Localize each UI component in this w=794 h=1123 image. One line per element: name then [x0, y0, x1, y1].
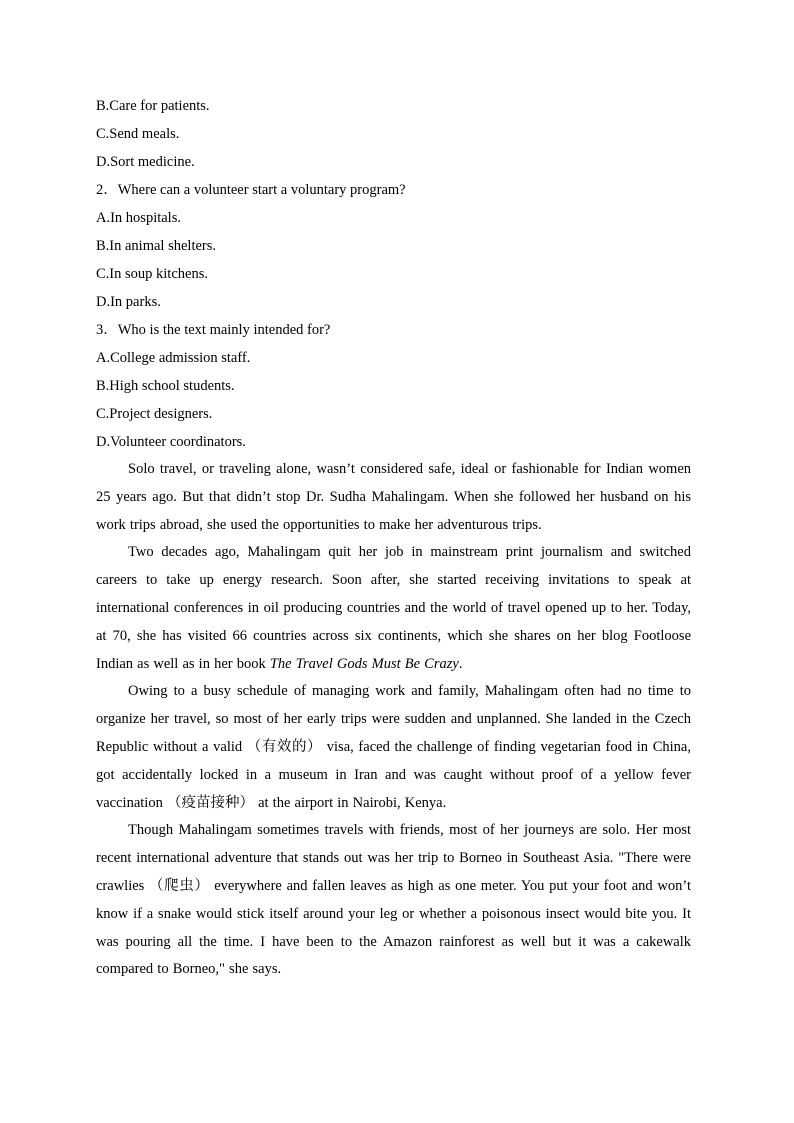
- q3-option-b: B.High school students.: [96, 378, 235, 394]
- q2-option-b: B.In animal shelters.: [96, 238, 217, 254]
- passage-paragraph-2: [96, 539, 691, 678]
- q1-option-d: D.Sort medicine.: [96, 154, 195, 170]
- book-title: The Travel Gods Must Be Crazy: [269, 655, 459, 672]
- q2-option-d: D.In parks.: [96, 294, 161, 310]
- q1-option-c: C.Send meals.: [96, 126, 180, 142]
- passage-paragraph-4: Though Mahalingam sometimes travels with friends, most of her journeys are solo. Her most recent international adventure that stands out was her trip to Borneo in Southeast Asia. "There were crawlies （爬虫） everywhere and fallen leaves as high as one meter. You put your foot and won’t know if a snake would stick itself around your leg or whether a poisonous insect would bite you. It was pouring all the time. I have been to the Amazon rainforest as well but it was a cakewalk compared to Borneo," she says.: [96, 822, 691, 978]
- question-2: 2．Where can a volunteer start a voluntary program?: [96, 182, 406, 198]
- document-page: [96, 92, 696, 984]
- question-3: 3．Who is the text mainly intended for?: [96, 322, 331, 338]
- passage-paragraph-1: Solo travel, or traveling alone, wasn’t considered safe, ideal or fashionable for Indian women 25 years ago. But that didn’t stop Dr. Sudha Mahalingam. When she followed her husband on his work trips abroad, she used the opportunities to make her adventurous trips.: [96, 461, 691, 533]
- q3-option-a: A.College admission staff.: [96, 350, 251, 366]
- paragraph-2-end: .: [458, 655, 463, 672]
- paragraph-2-text: Two decades ago, Mahalingam quit her job in mainstream print journalism and switched careers to take up energy research. Soon after, she started receiving invitations to speak at international conferences in oil producing countries and the world of travel opened up to her. Today, at 70, she has visited 66 countries across six continents, which she shares on her blog Footloose Indian as well as in her book: [96, 544, 691, 672]
- q1-option-b: B.Care for patients.: [96, 98, 210, 114]
- q2-option-a: A.In hospitals.: [96, 210, 181, 226]
- passage-paragraph-3: Owing to a busy schedule of managing work and family, Mahalingam often had no time to organize her travel, so most of her early trips were sudden and unplanned. She landed in the Czech Republic without a valid （有效的） visa, faced the challenge of finding vegetarian food in China, got accidentally locked in a museum in Iran and was caught without proof of a yellow fever vaccination （疫苗接种） at the airport in Nairobi, Kenya.: [96, 683, 691, 811]
- q3-option-c: C.Project designers.: [96, 406, 213, 422]
- q3-option-d: D.Volunteer coordinators.: [96, 434, 246, 450]
- q2-option-c: C.In soup kitchens.: [96, 266, 208, 282]
